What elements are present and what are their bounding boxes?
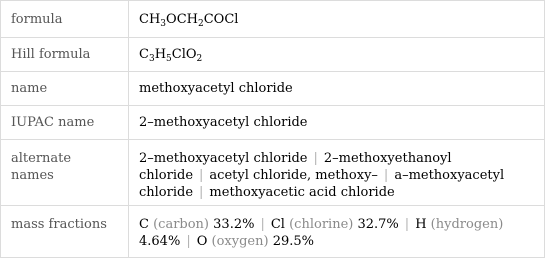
separator: | xyxy=(199,168,204,183)
iupac-name-label: IUPAC name xyxy=(1,106,129,140)
separator: | xyxy=(404,217,410,232)
formula-label: formula xyxy=(1,1,129,38)
mass-fraction: 33.2% xyxy=(213,217,255,232)
separator: | xyxy=(199,185,204,200)
mass-fraction: 32.7% xyxy=(357,217,399,232)
alternate-name: 2–methoxyacetyl chloride xyxy=(139,151,308,166)
mass-fractions-value xyxy=(129,206,545,258)
alternate-names-value xyxy=(129,140,545,206)
element-symbol: C xyxy=(139,217,149,232)
name-label: name xyxy=(1,72,129,106)
alternate-names-label: alternate names xyxy=(1,140,129,206)
separator: | xyxy=(383,168,389,183)
separator: | xyxy=(313,151,318,166)
alternate-name: acetyl chloride, methoxy– xyxy=(209,168,378,183)
name-value: methoxyacetyl chloride xyxy=(129,72,545,106)
hill-formula-value: $C_3H_5ClO_2$ xyxy=(129,38,545,72)
formula-row xyxy=(1,1,545,38)
mass-fraction: 4.64% xyxy=(139,234,181,249)
element-symbol: H xyxy=(415,217,427,232)
hill-formula-row xyxy=(1,38,545,72)
iupac-name-value: 2–methoxyacetyl chloride xyxy=(129,106,545,140)
iupac-name-row xyxy=(1,106,545,140)
alternate-names-row xyxy=(1,140,545,206)
mass-fraction: 29.5% xyxy=(272,234,315,249)
element-symbol: Cl xyxy=(270,217,285,232)
mass-fractions-label: mass fractions xyxy=(1,206,129,258)
formula-value: $CH_3OCH_2COCl$ xyxy=(129,1,545,38)
name-row xyxy=(1,72,545,106)
alternate-name: a–methoxyacetyl chloride xyxy=(139,168,505,200)
alternate-name: 2–methoxyethanoyl chloride xyxy=(139,151,452,183)
element-name: (chlorine) xyxy=(289,217,354,232)
element-name: (carbon) xyxy=(153,217,210,232)
hill-formula-label: Hill formula xyxy=(1,38,129,72)
separator: | xyxy=(260,217,265,232)
element-name: (oxygen) xyxy=(211,234,269,249)
alternate-name: methoxyacetic acid chloride xyxy=(209,185,395,200)
separator: | xyxy=(186,234,191,249)
element-name: (hydrogen) xyxy=(430,217,504,232)
element-symbol: O xyxy=(196,234,208,249)
mass-fractions-row xyxy=(1,206,545,258)
